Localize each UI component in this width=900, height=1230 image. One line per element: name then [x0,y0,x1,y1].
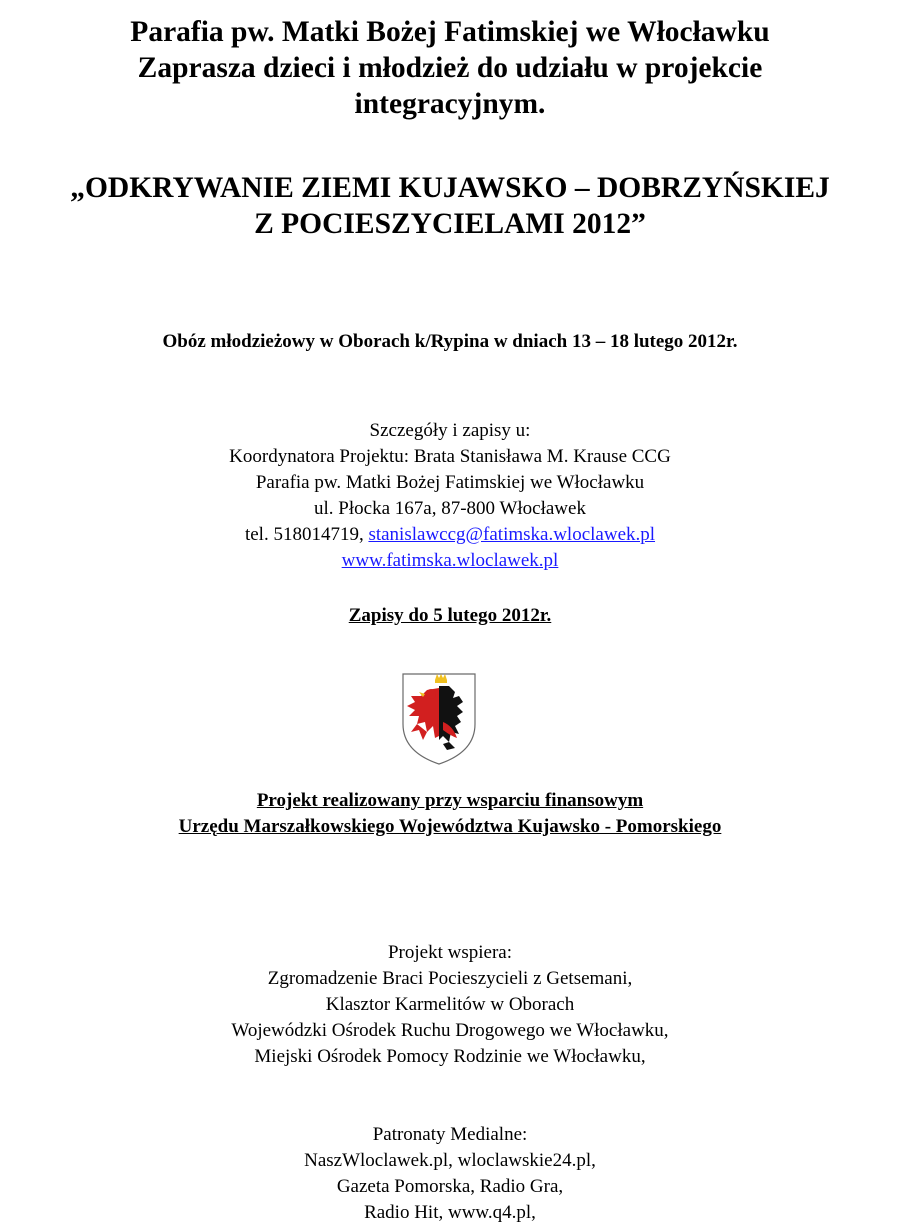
supporter-item: Wojewódzki Ośrodek Ruchu Drogowego we Włocławku, [231,1020,669,1041]
coordinator-line: Koordynatora Projektu: Brata Stanisława M. Krause CCG [229,446,671,467]
media-heading: Patronaty Medialne: [372,1124,528,1145]
supporter-item: Zgromadzenie Braci Pocieszycieli z Getsemani, [267,968,633,989]
media-line: Gazeta Pomorska, Radio Gra, [336,1176,564,1197]
supporter-item: Miejski Ośrodek Pomocy Rodzinie we Włocławku, [254,1046,646,1067]
header-line: Parafia pw. Matki Bożej Fatimskiej we Włocławku [130,16,770,48]
coat-of-arms-icon [397,666,481,770]
email-link[interactable]: stanislawccg@fatimska.wloclawek.pl [368,524,656,545]
title-line: Z POCIESZYCIELAMI 2012” [254,208,646,240]
media-line: Radio Hit, www.q4.pl, [364,1202,536,1223]
header-line: Zaprasza dzieci i młodzież do udziału w projekcie [137,52,763,84]
supporters-heading: Projekt wspiera: [387,942,512,963]
funding-line: Projekt realizowany przy wsparciu finansowym [256,790,644,811]
project-title [0,170,900,242]
funding-info [0,788,900,840]
camp-text: Obóz młodzieżowy w Oborach k/Rypina w dniach 13 – 18 lutego 2012r. [162,331,738,352]
funding-line: Urzędu Marszałkowskiego Województwa Kujawsko - Pomorskiego [178,816,722,837]
registration-deadline [0,603,900,629]
parish-line: Parafia pw. Matki Bożej Fatimskiej we Włocławku [255,472,645,493]
media-line: NaszWloclawek.pl, wloclawskie24.pl, [304,1150,596,1171]
details-heading: Szczegóły i zapisy u: [369,420,531,441]
header [0,14,900,122]
media-patrons [0,1122,900,1226]
header-line: integracyjnym. [354,88,546,120]
camp-info [0,329,900,355]
address-line: ul. Płocka 167a, 87-800 Włocławek [314,498,586,519]
supporters [0,940,900,1070]
website-line [0,548,900,574]
phone-text: tel. 518014719, [244,524,369,545]
contact-details [0,418,900,574]
phone-email-line [0,522,900,548]
supporter-item: Klasztor Karmelitów w Oborach [325,994,575,1015]
deadline-text: Zapisy do 5 lutego 2012r. [348,605,552,626]
title-line: „ODKRYWANIE ZIEMI KUJAWSKO – DOBRZYŃSKIEJ [70,172,830,204]
website-link[interactable]: www.fatimska.wloclawek.pl [341,550,559,571]
